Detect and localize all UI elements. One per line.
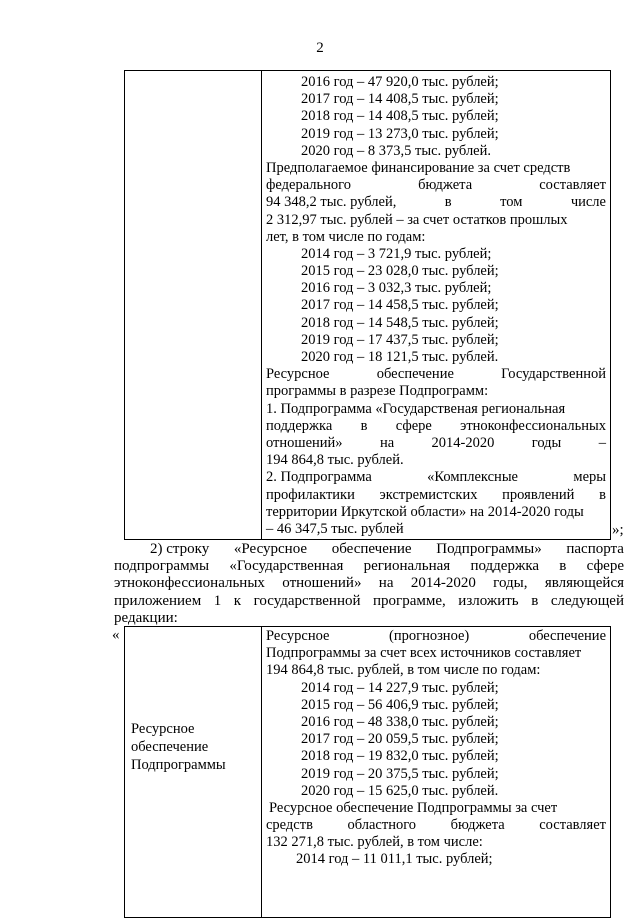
word: составляет	[539, 177, 606, 194]
oblast-line-3: 132 271,8 тыс. рублей, в том числе:	[266, 834, 483, 851]
word: меры	[573, 469, 606, 486]
opening-quote-mark: «	[112, 627, 120, 643]
word: 1	[213, 592, 222, 609]
subprogram-1-line-1: 1. Подпрограмма «Государственая региональная	[266, 400, 566, 417]
row-header-line: Ресурсное	[131, 721, 195, 737]
paragraph-line-5: редакции:	[114, 609, 178, 626]
word: экстремистских	[379, 486, 478, 503]
year-line: 2019 год – 20 375,5 тыс. рублей;	[301, 765, 499, 782]
paragraph-line-3	[114, 575, 624, 592]
paragraph-line-1	[114, 541, 624, 558]
year-line: 2020 год – 15 625,0 тыс. рублей.	[301, 782, 499, 799]
federal-line-5: лет, в том числе по годам:	[266, 228, 426, 245]
subprogram-1-line-3	[266, 435, 606, 452]
word: проявлений	[502, 486, 575, 503]
table-column-divider	[261, 627, 262, 917]
word: средств	[266, 817, 313, 834]
year-line: 2018 год – 19 832,0 тыс. рублей;	[301, 748, 499, 765]
resource-line-1	[266, 628, 606, 645]
row-header-line: обеспечение	[131, 739, 209, 755]
word: том	[500, 194, 523, 211]
word: «Государственная	[229, 558, 344, 575]
word: отношений»	[282, 575, 362, 592]
word: приложением	[114, 592, 202, 609]
word: числе	[570, 194, 606, 211]
word: обеспечение	[528, 628, 606, 644]
year-line: 2019 год – 17 437,5 тыс. рублей;	[301, 331, 499, 348]
word: федерального	[266, 177, 351, 194]
word: являющейся	[544, 575, 624, 592]
subprogram-2-line-2	[266, 487, 606, 504]
word: сфере	[395, 417, 432, 434]
page-number: 2	[316, 40, 324, 56]
word: в	[360, 417, 368, 434]
year-line: 2020 год – 8 373,5 тыс. рублей.	[301, 142, 492, 159]
resource-line-1	[266, 366, 606, 383]
word: годы	[531, 434, 562, 451]
word: областного	[347, 817, 417, 834]
resource-line-2: Подпрограммы за счет всех источников составляет	[266, 645, 582, 662]
word: программе,	[373, 592, 446, 609]
year-line: 2015 год – 23 028,0 тыс. рублей;	[301, 263, 499, 280]
word: (прогнозное)	[389, 628, 470, 644]
word: поддержка	[266, 417, 333, 434]
closing-quote-mark: »;	[612, 522, 624, 538]
word: бюджета	[418, 177, 473, 194]
word: региональная	[363, 558, 451, 575]
row-header-line: Подпрограммы	[131, 757, 226, 773]
word: 2014-2020	[431, 434, 495, 451]
row-header-label	[131, 720, 256, 774]
federal-line-1: Предполагаемое финансирование за счет средств	[266, 159, 571, 176]
word: в	[444, 194, 452, 211]
subprogram-2-line-4: – 46 347,5 тыс. рублей	[266, 520, 404, 537]
year-line: 2020 год – 18 121,5 тыс. рублей.	[301, 349, 499, 365]
word: на	[378, 575, 394, 592]
word: на	[379, 434, 395, 451]
word: следующей	[550, 592, 624, 609]
word: к	[233, 592, 242, 609]
word: в	[559, 558, 567, 575]
federal-line-2	[266, 177, 606, 194]
word: 2) строку	[150, 541, 210, 557]
year-line: 2014 год – 3 721,9 тыс. рублей;	[301, 245, 492, 262]
year-line: 2017 год – 14 458,5 тыс. рублей;	[301, 297, 499, 314]
table-column-divider	[261, 71, 262, 539]
word: Ресурсное	[266, 628, 330, 644]
word: в	[531, 592, 539, 609]
year-line: 2018 год – 14 408,5 тыс. рублей;	[301, 108, 499, 125]
word: Подпрограммы»	[436, 541, 542, 557]
oblast-line-1: Ресурсное обеспечение Подпрограммы за счет	[269, 799, 558, 816]
word: 94 348,2 тыс. рублей,	[266, 194, 397, 211]
word: составляет	[539, 817, 606, 834]
subprogram-2-line-1	[266, 469, 606, 486]
word: отношений»	[266, 434, 343, 451]
word: обеспечение	[331, 541, 412, 557]
subprogram-funding-text	[266, 628, 606, 869]
word: этноконфессиональных	[460, 417, 606, 434]
word: сфере	[586, 558, 624, 575]
subprogram-2-line-3: территории Иркутской области» на 2014-2020 годы	[266, 503, 584, 520]
resource-line-3: 194 864,8 тыс. рублей, в том числе по годам:	[266, 662, 541, 679]
word: 2. Подпрограмма	[266, 469, 372, 486]
word: «Комплексные	[427, 469, 518, 486]
year-line: 2016 год – 48 338,0 тыс. рублей;	[301, 713, 499, 730]
year-line: 2014 год – 11 011,1 тыс. рублей;	[296, 851, 493, 868]
year-line: 2017 год – 20 059,5 тыс. рублей;	[301, 731, 499, 748]
paragraph-line-2	[114, 558, 624, 575]
word: подпрограммы	[114, 558, 210, 575]
word: государственной	[253, 592, 361, 609]
resource-line-2: программы в разрезе Подпрограмм:	[266, 383, 489, 400]
amendment-paragraph	[114, 541, 624, 627]
year-line: 2019 год – 13 273,0 тыс. рублей;	[301, 125, 499, 142]
year-line: 2018 год – 14 548,5 тыс. рублей;	[301, 314, 499, 331]
paragraph-line-4	[114, 593, 624, 610]
year-line: 2016 год – 47 920,0 тыс. рублей;	[301, 74, 499, 90]
federal-line-4: 2 312,97 тыс. рублей – за счет остатков прошлых	[266, 211, 568, 228]
federal-line-3	[266, 194, 606, 211]
year-line: 2015 год – 56 406,9 тыс. рублей;	[301, 696, 499, 713]
word: Ресурсное	[266, 366, 330, 383]
word: поддержка	[470, 558, 540, 575]
year-line: 2016 год – 3 032,3 тыс. рублей;	[301, 280, 492, 297]
oblast-line-2	[266, 817, 606, 834]
subprogram-1-line-2	[266, 418, 606, 435]
word: обеспечение	[376, 366, 454, 383]
year-line: 2014 год – 14 227,9 тыс. рублей;	[301, 679, 499, 696]
word: годы,	[493, 575, 528, 592]
word: этноконфессиональных	[114, 575, 265, 592]
funding-cell-text	[266, 74, 606, 538]
word: –	[598, 434, 606, 451]
year-line: 2017 год – 14 408,5 тыс. рублей;	[301, 91, 499, 108]
word: профилактики	[266, 486, 355, 503]
subprogram-1-line-4: 194 864,8 тыс. рублей.	[266, 452, 404, 469]
word: 2014-2020	[410, 575, 476, 592]
word: паспорта	[566, 541, 624, 557]
word: изложить	[458, 592, 519, 609]
word: «Ресурсное	[233, 541, 308, 557]
word: в	[599, 486, 606, 503]
word: бюджета	[450, 817, 505, 834]
word: Государственной	[501, 366, 606, 383]
